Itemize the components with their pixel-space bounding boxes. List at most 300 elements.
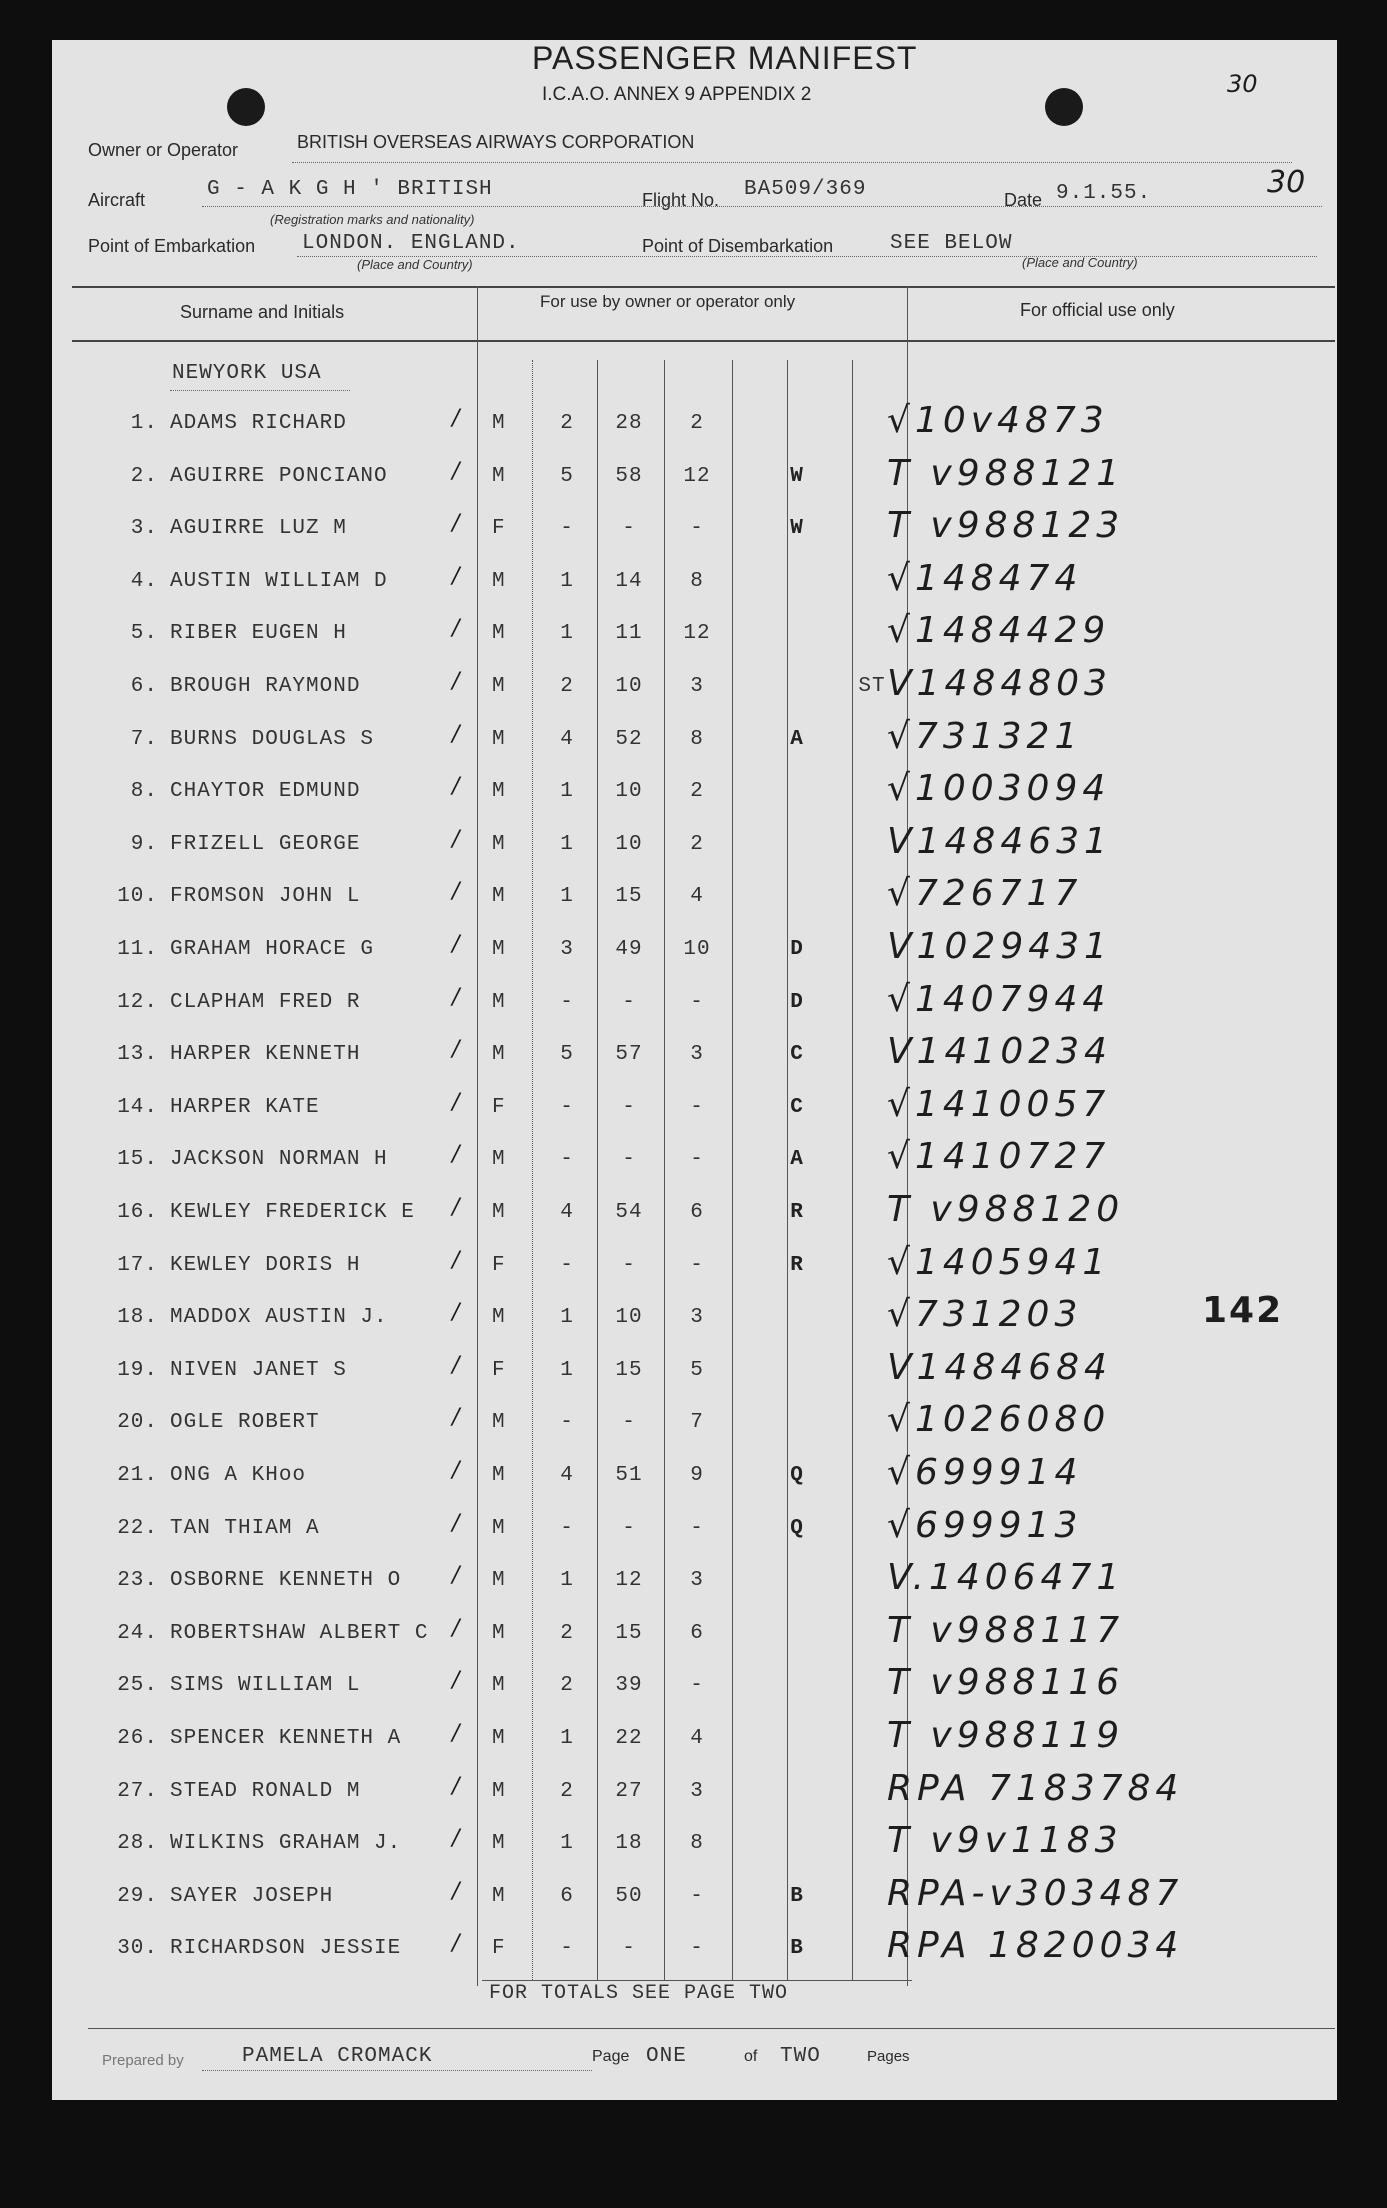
passenger-name: GRAHAM HORACE G bbox=[170, 938, 375, 961]
col-c-value: 4 bbox=[690, 1727, 704, 1750]
col-d-code: R bbox=[790, 1201, 804, 1224]
col-b-value: 10 bbox=[615, 780, 643, 804]
row-number: 23. bbox=[117, 1569, 158, 1593]
official-number: √148474 bbox=[887, 557, 1083, 599]
row-number: 4. bbox=[130, 569, 158, 593]
official-number: T v9v1183 bbox=[887, 1820, 1123, 1862]
passenger-name: RIBER EUGEN H bbox=[170, 622, 347, 646]
col-c-value: 9 bbox=[690, 1464, 704, 1487]
check-mark-icon: / bbox=[452, 1352, 460, 1378]
official-number: T v988116 bbox=[887, 1662, 1125, 1704]
col-b-value: - bbox=[622, 1095, 636, 1119]
check-mark-icon: / bbox=[452, 1668, 460, 1694]
check-mark-icon: / bbox=[452, 1195, 460, 1220]
col-b-value: 14 bbox=[615, 569, 643, 593]
of-value: TWO bbox=[780, 2045, 821, 2068]
check-mark-icon: / bbox=[452, 932, 460, 957]
col-c-value: 12 bbox=[683, 464, 711, 488]
col-c-value: 8 bbox=[690, 1832, 704, 1856]
check-mark-icon: / bbox=[452, 1300, 460, 1326]
table-row bbox=[52, 1452, 1337, 1517]
passenger-sex: M bbox=[492, 1043, 506, 1067]
manifest-title: PASSENGER MANIFEST bbox=[532, 40, 918, 76]
col-b-value: 54 bbox=[615, 1201, 643, 1224]
col-a-value: 6 bbox=[560, 1884, 574, 1908]
col-b-value: - bbox=[622, 1148, 636, 1172]
row-number: 11. bbox=[117, 938, 158, 961]
official-number: RPA-v303487 bbox=[887, 1872, 1184, 1914]
check-mark-icon: / bbox=[452, 826, 460, 852]
col-c-value: - bbox=[690, 1516, 704, 1540]
check-mark-icon: / bbox=[452, 1458, 460, 1483]
col-a-value: 2 bbox=[560, 1674, 574, 1698]
col-c-value: 5 bbox=[690, 1358, 704, 1382]
check-mark-icon: / bbox=[452, 1405, 460, 1431]
passenger-name: MADDOX AUSTIN J. bbox=[170, 1306, 388, 1330]
col-c-value: - bbox=[690, 1253, 704, 1277]
pages-label: Pages bbox=[867, 2048, 910, 2065]
passenger-sex: M bbox=[492, 1727, 506, 1750]
aircraft-label: Aircraft bbox=[88, 190, 146, 210]
col-d-code: D bbox=[790, 938, 804, 961]
check-mark-icon: / bbox=[452, 1878, 460, 1904]
check-mark-icon: / bbox=[452, 1089, 460, 1115]
passenger-sex: M bbox=[492, 938, 506, 961]
passenger-sex: M bbox=[492, 832, 506, 856]
row-number: 14. bbox=[117, 1095, 158, 1119]
col-c-value: 3 bbox=[690, 1779, 704, 1803]
row-number: 9. bbox=[130, 832, 158, 856]
col-c-value: - bbox=[690, 1937, 704, 1961]
passenger-sex: M bbox=[492, 1516, 506, 1540]
row-number: 28. bbox=[117, 1832, 158, 1856]
col-c-value: - bbox=[690, 1148, 704, 1172]
check-mark-icon: / bbox=[452, 458, 460, 484]
date-label: Date bbox=[1004, 190, 1043, 210]
passenger-sex: M bbox=[492, 1411, 506, 1435]
official-number: √726717 bbox=[887, 873, 1083, 915]
col-c-value: 2 bbox=[690, 832, 704, 856]
check-mark-icon: / bbox=[452, 1247, 460, 1273]
col-c-value: 6 bbox=[690, 1201, 704, 1224]
passenger-sex: M bbox=[492, 622, 506, 646]
official-number: V1484803 bbox=[887, 663, 1112, 704]
col-a-value: 4 bbox=[560, 1464, 574, 1487]
col-a-value: - bbox=[560, 1411, 574, 1435]
passenger-name: KEWLEY FREDERICK E bbox=[170, 1201, 415, 1224]
col-d-code: C bbox=[790, 1095, 804, 1119]
passenger-name: AGUIRRE PONCIANO bbox=[170, 464, 388, 488]
passenger-name: ROBERTSHAW ALBERT C bbox=[170, 1621, 429, 1645]
passenger-name: FRIZELL GEORGE bbox=[170, 832, 361, 856]
row-number: 20. bbox=[117, 1411, 158, 1435]
official-number: √1410727 bbox=[887, 1136, 1111, 1178]
row-number: 3. bbox=[130, 517, 158, 541]
owner-use-header: For use by owner or operator only bbox=[540, 292, 796, 311]
passenger-name: ADAMS RICHARD bbox=[170, 412, 347, 435]
table-row bbox=[52, 505, 1337, 570]
official-number: √1484429 bbox=[887, 610, 1111, 652]
col-a-value: - bbox=[560, 1253, 574, 1277]
official-number: V1484684 bbox=[887, 1346, 1112, 1388]
passenger-sex: M bbox=[492, 1464, 506, 1487]
col-d-code: Q bbox=[790, 1464, 804, 1487]
table-row bbox=[52, 1189, 1337, 1254]
table-row bbox=[52, 1609, 1337, 1675]
col-c-value: - bbox=[690, 517, 704, 541]
totals-rule bbox=[482, 1980, 912, 1981]
official-number: V.1406471 bbox=[887, 1557, 1125, 1599]
col-d-code: C bbox=[790, 1043, 804, 1067]
check-mark-icon: / bbox=[452, 774, 460, 800]
passenger-sex: M bbox=[492, 464, 506, 488]
check-mark-icon: / bbox=[452, 511, 460, 537]
aircraft-value: G - A K G H ' BRITISH bbox=[207, 178, 493, 201]
table-row bbox=[52, 978, 1337, 1044]
row-number: 18. bbox=[117, 1306, 158, 1330]
col-b-value: 10 bbox=[615, 675, 643, 698]
col-b-value: 10 bbox=[615, 1306, 643, 1330]
col-c-value: 8 bbox=[690, 569, 704, 593]
col-d-code: A bbox=[790, 727, 804, 751]
check-mark-icon: / bbox=[452, 1931, 460, 1957]
table-row bbox=[52, 1346, 1337, 1412]
col-c-value: 3 bbox=[690, 1569, 704, 1593]
check-mark-icon: / bbox=[452, 721, 460, 747]
manifest-sheet bbox=[52, 40, 1337, 2100]
passenger-sex: M bbox=[492, 412, 506, 435]
col-a-value: 1 bbox=[560, 1358, 574, 1382]
col-b-value: 39 bbox=[615, 1674, 643, 1698]
official-number: √731203 bbox=[887, 1294, 1083, 1336]
col-b-value: - bbox=[622, 517, 636, 541]
passenger-name: OSBORNE KENNETH O bbox=[170, 1569, 402, 1593]
footer-rule bbox=[88, 2028, 1335, 2029]
official-number: V1484631 bbox=[887, 820, 1112, 862]
table-header-rule bbox=[72, 340, 1335, 342]
col-c-value: 2 bbox=[690, 412, 704, 435]
official-number: T v988120 bbox=[887, 1189, 1125, 1230]
table-row bbox=[52, 557, 1337, 623]
row-number: 22. bbox=[117, 1516, 158, 1540]
col-d-code: R bbox=[790, 1253, 804, 1277]
row-number: 17. bbox=[117, 1253, 158, 1277]
table-row bbox=[52, 1662, 1337, 1727]
table-row bbox=[52, 715, 1337, 781]
official-number: V1029431 bbox=[887, 926, 1112, 967]
disembarkation-label: Point of Disembarkation bbox=[642, 236, 834, 256]
passenger-name: FROMSON JOHN L bbox=[170, 885, 361, 909]
check-mark-icon: / bbox=[452, 1510, 460, 1536]
row-number: 1. bbox=[130, 412, 158, 435]
official-number: √1405941 bbox=[887, 1241, 1111, 1283]
passenger-sex: F bbox=[492, 1358, 506, 1382]
passenger-name: WILKINS GRAHAM J. bbox=[170, 1832, 402, 1856]
passenger-name: BROUGH RAYMOND bbox=[170, 675, 361, 698]
passenger-name: OGLE ROBERT bbox=[170, 1411, 320, 1435]
passenger-name: TAN THIAM A bbox=[170, 1516, 320, 1540]
official-number: V1410234 bbox=[887, 1031, 1112, 1073]
table-row bbox=[52, 820, 1337, 886]
official-number: T v988117 bbox=[887, 1609, 1125, 1651]
check-mark-icon: / bbox=[452, 406, 460, 431]
table-row bbox=[52, 926, 1337, 991]
official-number: √699914 bbox=[887, 1452, 1083, 1493]
passenger-sex: M bbox=[492, 727, 506, 751]
page-label: Page bbox=[592, 2048, 630, 2065]
col-extra-code: ST bbox=[858, 675, 886, 698]
table-row bbox=[52, 400, 1337, 465]
passenger-name: SIMS WILLIAM L bbox=[170, 1674, 361, 1698]
passenger-name: HARPER KENNETH bbox=[170, 1043, 361, 1067]
corner-note-right: 30 bbox=[1267, 165, 1306, 200]
official-number: √731321 bbox=[887, 715, 1083, 757]
col-c-value: 2 bbox=[690, 780, 704, 804]
col-c-value: - bbox=[690, 1095, 704, 1119]
col-b-value: 11 bbox=[615, 622, 643, 646]
passenger-name: SPENCER KENNETH A bbox=[170, 1727, 402, 1750]
table-row bbox=[52, 1241, 1337, 1307]
col-b-value: 57 bbox=[615, 1043, 643, 1067]
col-c-value: 3 bbox=[690, 1306, 704, 1330]
passenger-name: SAYER JOSEPH bbox=[170, 1884, 334, 1908]
col-b-value: 51 bbox=[615, 1464, 643, 1487]
check-mark-icon: / bbox=[452, 563, 460, 589]
official-number: √699913 bbox=[887, 1504, 1083, 1546]
embarkation-hint: (Place and Country) bbox=[357, 257, 473, 272]
passenger-sex: F bbox=[492, 1095, 506, 1119]
row-number: 29. bbox=[117, 1884, 158, 1908]
row-number: 24. bbox=[117, 1621, 158, 1645]
col-a-value: - bbox=[560, 1095, 574, 1119]
official-number: RPA 1820034 bbox=[887, 1925, 1184, 1967]
row-number: 2. bbox=[130, 464, 158, 488]
col-b-value: - bbox=[622, 1937, 636, 1961]
passenger-sex: M bbox=[492, 1148, 506, 1172]
official-number: √1026080 bbox=[887, 1399, 1111, 1441]
manifest-subtitle: I.C.A.O. ANNEX 9 APPENDIX 2 bbox=[542, 84, 812, 105]
col-c-value: - bbox=[690, 990, 704, 1014]
col-b-value: 22 bbox=[615, 1727, 643, 1750]
official-number: √1003094 bbox=[887, 768, 1111, 810]
surname-header: Surname and Initials bbox=[180, 302, 345, 322]
passenger-sex: M bbox=[492, 675, 506, 698]
col-a-value: 4 bbox=[560, 727, 574, 751]
row-number: 12. bbox=[117, 990, 158, 1014]
col-c-value: 3 bbox=[690, 675, 704, 698]
page-value: ONE bbox=[646, 2045, 687, 2068]
col-a-value: 1 bbox=[560, 1727, 574, 1750]
punch-hole-left bbox=[227, 88, 265, 126]
passenger-sex: M bbox=[492, 990, 506, 1014]
row-number: 10. bbox=[117, 885, 158, 909]
row-number: 5. bbox=[130, 622, 158, 646]
col-c-value: - bbox=[690, 1884, 704, 1908]
col-b-value: 18 bbox=[615, 1832, 643, 1856]
passenger-sex: M bbox=[492, 1201, 506, 1224]
col-a-value: 3 bbox=[560, 938, 574, 961]
passenger-name: JACKSON NORMAN H bbox=[170, 1148, 388, 1172]
passenger-sex: M bbox=[492, 1306, 506, 1330]
table-row bbox=[52, 1136, 1337, 1201]
passenger-sex: M bbox=[492, 1884, 506, 1908]
col-a-value: 5 bbox=[560, 464, 574, 488]
embarkation-line bbox=[297, 256, 1317, 257]
passenger-sex: M bbox=[492, 1621, 506, 1645]
col-c-value: 4 bbox=[690, 885, 704, 909]
official-use-header: For official use only bbox=[1020, 300, 1175, 320]
punch-hole-right bbox=[1045, 88, 1083, 126]
table-row bbox=[52, 1031, 1337, 1096]
margin-number: 142 bbox=[1202, 1290, 1284, 1331]
passenger-name: AUSTIN WILLIAM D bbox=[170, 569, 388, 593]
col-d-code: B bbox=[790, 1937, 804, 1961]
col-b-value: 15 bbox=[615, 885, 643, 909]
col-b-value: 15 bbox=[615, 1358, 643, 1382]
col-b-value: 50 bbox=[615, 1884, 643, 1908]
passenger-name: AGUIRRE LUZ M bbox=[170, 517, 347, 541]
official-number: RPA 7183784 bbox=[887, 1767, 1184, 1809]
passenger-name: HARPER KATE bbox=[170, 1095, 320, 1119]
check-mark-icon: / bbox=[452, 1142, 460, 1168]
col-b-value: 15 bbox=[615, 1621, 643, 1645]
col-a-value: - bbox=[560, 990, 574, 1014]
row-number: 8. bbox=[130, 780, 158, 804]
table-row bbox=[52, 610, 1337, 675]
table-row bbox=[52, 873, 1337, 938]
col-a-value: - bbox=[560, 517, 574, 541]
col-c-value: 7 bbox=[690, 1411, 704, 1435]
table-row bbox=[52, 1557, 1337, 1622]
col-b-value: - bbox=[622, 1516, 636, 1540]
passenger-name: ONG A KHoo bbox=[170, 1464, 307, 1487]
col-b-value: - bbox=[622, 1411, 636, 1435]
col-a-value: 5 bbox=[560, 1043, 574, 1067]
col-d-code: W bbox=[790, 517, 804, 541]
check-mark-icon: / bbox=[452, 1037, 460, 1063]
check-mark-icon: / bbox=[452, 616, 460, 642]
col-a-value: 1 bbox=[560, 1832, 574, 1856]
table-row bbox=[52, 452, 1337, 518]
col-b-value: 27 bbox=[615, 1779, 643, 1803]
passenger-sex: M bbox=[492, 780, 506, 804]
owner-value: BRITISH OVERSEAS AIRWAYS CORPORATION bbox=[297, 132, 695, 152]
col-b-value: 49 bbox=[615, 938, 643, 961]
flight-label: Flight No. bbox=[642, 190, 720, 210]
row-number: 30. bbox=[117, 1937, 158, 1961]
passenger-sex: M bbox=[492, 569, 506, 593]
passenger-sex: F bbox=[492, 517, 506, 541]
table-top-rule bbox=[72, 286, 1335, 288]
check-mark-icon: / bbox=[452, 1721, 460, 1746]
col-c-value: 6 bbox=[690, 1621, 704, 1645]
passenger-sex: M bbox=[492, 1569, 506, 1593]
passenger-name: KEWLEY DORIS H bbox=[170, 1253, 361, 1277]
passenger-name: CHAYTOR EDMUND bbox=[170, 780, 361, 804]
row-number: 6. bbox=[130, 675, 158, 698]
totals-note: FOR TOTALS SEE PAGE TWO bbox=[489, 1982, 789, 2005]
row-number: 7. bbox=[130, 727, 158, 751]
col-b-value: 10 bbox=[615, 832, 643, 856]
passenger-sex: M bbox=[492, 1832, 506, 1856]
official-number: T v988119 bbox=[887, 1715, 1125, 1756]
col-d-code: Q bbox=[790, 1516, 804, 1540]
flight-value: BA509/369 bbox=[744, 178, 867, 201]
col-b-value: 58 bbox=[615, 464, 643, 488]
passenger-sex: M bbox=[492, 1674, 506, 1698]
col-d-code: W bbox=[790, 464, 804, 488]
col-d-code: A bbox=[790, 1148, 804, 1172]
check-mark-icon: / bbox=[452, 1773, 460, 1799]
table-row bbox=[52, 1399, 1337, 1464]
check-mark-icon: / bbox=[452, 879, 460, 905]
col-d-code: B bbox=[790, 1884, 804, 1908]
row-number: 25. bbox=[117, 1674, 158, 1698]
passenger-name: STEAD RONALD M bbox=[170, 1779, 361, 1803]
row-number: 13. bbox=[117, 1043, 158, 1067]
col-a-value: 2 bbox=[560, 1621, 574, 1645]
prepared-line bbox=[202, 2070, 592, 2071]
disembarkation-value: SEE BELOW bbox=[890, 232, 1013, 255]
official-number: T v988121 bbox=[887, 452, 1125, 494]
col-c-value: 12 bbox=[683, 622, 711, 646]
check-mark-icon: / bbox=[452, 1615, 460, 1641]
row-number: 15. bbox=[117, 1148, 158, 1172]
row-number: 16. bbox=[117, 1201, 158, 1224]
row-number: 26. bbox=[117, 1727, 158, 1750]
table-row bbox=[52, 1294, 1337, 1359]
official-number: √10v4873 bbox=[887, 400, 1109, 441]
table-row bbox=[52, 768, 1337, 833]
prepared-value: PAMELA CROMACK bbox=[242, 2045, 433, 2068]
of-label: of bbox=[744, 2048, 758, 2065]
official-number: T v988123 bbox=[887, 505, 1125, 547]
date-value: 9.1.55. bbox=[1056, 182, 1152, 205]
col-a-value: 1 bbox=[560, 885, 574, 909]
col-b-value: 12 bbox=[615, 1569, 643, 1593]
passenger-name: NIVEN JANET S bbox=[170, 1358, 347, 1382]
col-a-value: 1 bbox=[560, 622, 574, 646]
passenger-name: RICHARDSON JESSIE bbox=[170, 1937, 402, 1961]
table-row bbox=[52, 1083, 1337, 1149]
col-a-value: - bbox=[560, 1148, 574, 1172]
table-row bbox=[52, 663, 1337, 728]
col-a-value: 1 bbox=[560, 569, 574, 593]
passenger-name: BURNS DOUGLAS S bbox=[170, 727, 375, 751]
col-b-value: 52 bbox=[615, 727, 643, 751]
corner-note-top: 30 bbox=[1227, 70, 1258, 98]
col-b-value: 28 bbox=[615, 412, 643, 435]
destination-underline bbox=[170, 390, 350, 391]
col-c-value: 10 bbox=[683, 938, 711, 961]
col-a-value: 2 bbox=[560, 412, 574, 435]
col-a-value: 2 bbox=[560, 675, 574, 698]
row-number: 27. bbox=[117, 1779, 158, 1803]
destination-section: NEWYORK USA bbox=[172, 362, 322, 385]
col-a-value: 1 bbox=[560, 832, 574, 856]
table-row bbox=[52, 1504, 1337, 1570]
col-a-value: 1 bbox=[560, 1569, 574, 1593]
passenger-sex: F bbox=[492, 1937, 506, 1961]
owner-label: Owner or Operator bbox=[88, 140, 239, 160]
col-a-value: - bbox=[560, 1937, 574, 1961]
col-a-value: 1 bbox=[560, 1306, 574, 1330]
check-mark-icon: / bbox=[452, 1563, 460, 1589]
col-b-value: - bbox=[622, 990, 636, 1014]
check-mark-icon: / bbox=[452, 1826, 460, 1852]
col-a-value: 2 bbox=[560, 1779, 574, 1803]
col-c-value: 3 bbox=[690, 1043, 704, 1067]
